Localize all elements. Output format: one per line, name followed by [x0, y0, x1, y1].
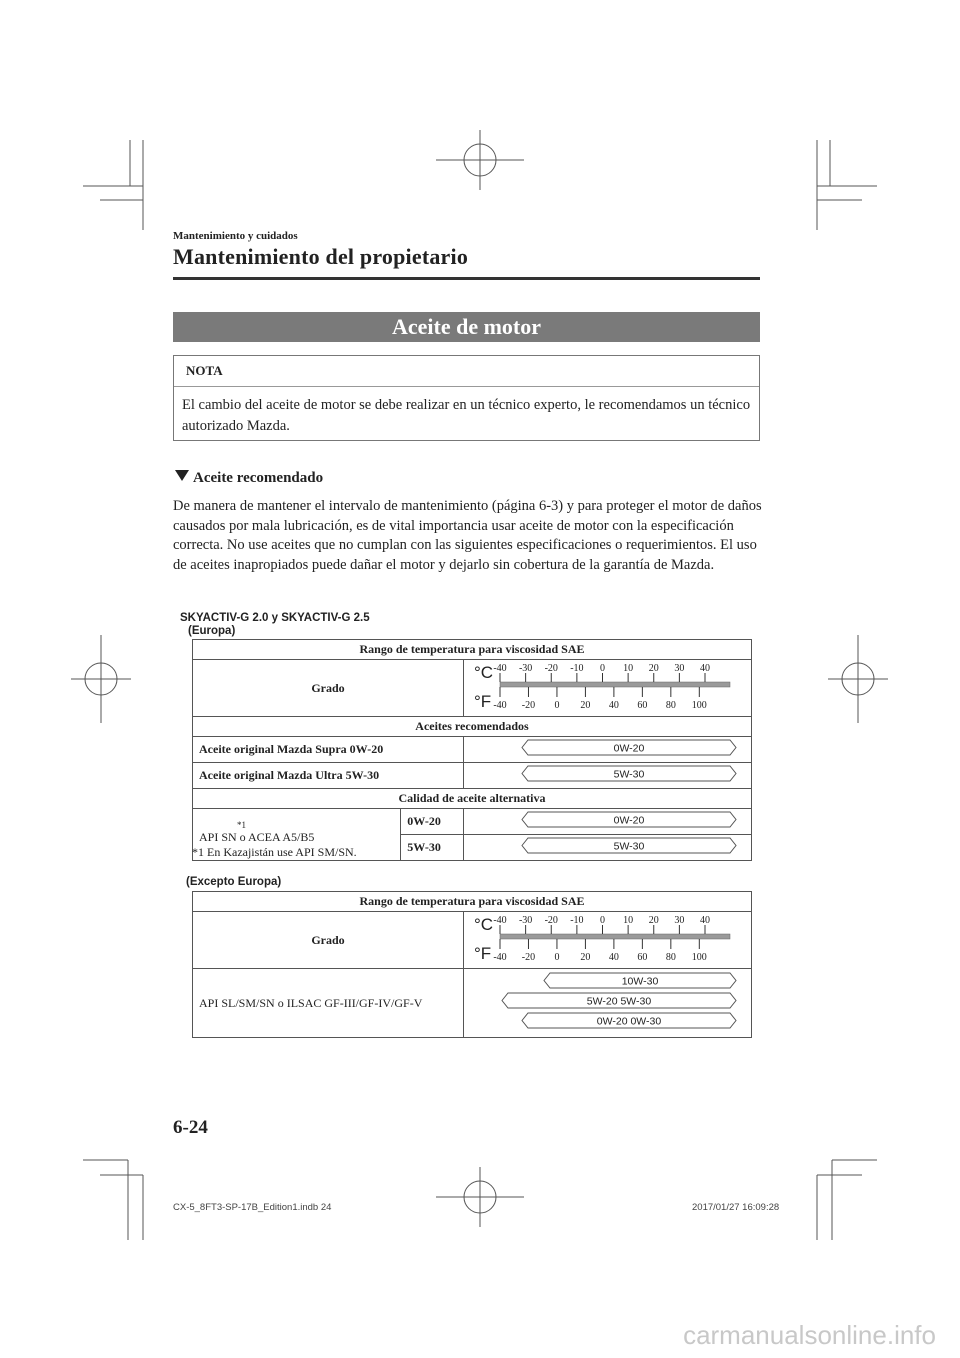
- grade-arrow-label: 5W-30: [613, 840, 645, 853]
- grade-bar-cell: [463, 763, 751, 789]
- celsius-tick-label: -10: [570, 915, 584, 926]
- section-heading-text: Aceite recomendado: [193, 470, 324, 486]
- grade-bar: [464, 737, 751, 758]
- fahrenheit-tick-label: 0: [554, 700, 560, 711]
- page-number: 6-24: [173, 1117, 208, 1138]
- registration-mark-bottom: [436, 1167, 524, 1227]
- grade-bar: [464, 835, 751, 856]
- fahrenheit-tick-label: -20: [521, 700, 536, 711]
- celsius-tick-label: 0: [600, 915, 605, 926]
- celsius-tick-label: 20: [648, 663, 659, 674]
- watermark: carmanualsonline.info: [683, 1320, 936, 1350]
- fahrenheit-tick-label: 60: [637, 700, 648, 711]
- table-row-label: Aceite original Mazda Supra 0W-20: [193, 737, 464, 763]
- engine-label: SKYACTIV-G 2.0 y SKYACTIV-G 2.5: [180, 612, 370, 624]
- viscosity-table-europe: [192, 639, 752, 861]
- table-header: Rango de temperatura para viscosidad SAE: [193, 640, 752, 660]
- registration-mark-top: [436, 130, 524, 190]
- temperature-scale: [463, 660, 751, 717]
- table-header: Rango de temperatura para viscosidad SAE: [193, 892, 752, 912]
- fahrenheit-tick-label: 20: [580, 700, 591, 711]
- temperature-scale: [464, 912, 752, 969]
- grade-arrow-label: 0W-20: [613, 814, 645, 827]
- spec-label: API SL/SM/SN o ILSAC GF-III/GF-IV/GF-V: [193, 969, 464, 1038]
- topic-banner: Aceite de motor: [173, 312, 760, 342]
- celsius-tick-label: -40: [493, 915, 507, 926]
- footnote: *1 En Kazajistán use API SM/SN.: [192, 845, 357, 859]
- grade-label: Grado: [193, 912, 464, 969]
- celsius-tick-label: 40: [700, 915, 710, 926]
- note-title: NOTA: [186, 363, 223, 378]
- grade-label: Grado: [193, 660, 464, 717]
- region-label-other: (Excepto Europa): [186, 876, 282, 888]
- fahrenheit-tick-label: 20: [580, 952, 591, 963]
- fahrenheit-tick-label: 100: [691, 700, 707, 711]
- fahrenheit-unit: °F: [474, 944, 492, 963]
- recommended-header: Aceites recomendados: [193, 717, 752, 737]
- grade-bars-cell: [464, 969, 752, 1038]
- registration-mark-right: [828, 635, 888, 723]
- grade-arrow-label: 5W-20 5W-30: [586, 995, 652, 1008]
- celsius-tick-label: 30: [674, 663, 685, 674]
- grade-bars: [464, 969, 751, 1033]
- celsius-tick-label: -10: [570, 663, 584, 674]
- triangle-down-icon: [175, 470, 189, 481]
- grade-arrow-label: 0W-20 0W-30: [596, 1015, 662, 1028]
- celsius-tick-label: -20: [544, 915, 558, 926]
- celsius-tick-label: -40: [493, 663, 507, 674]
- fahrenheit-tick-label: 40: [608, 700, 619, 711]
- grade-bar: [464, 763, 751, 784]
- fahrenheit-tick-label: 80: [665, 952, 676, 963]
- viscosity-table-other: [192, 891, 752, 1038]
- fahrenheit-tick-label: -40: [493, 952, 507, 963]
- grade-arrow-label: 5W-30: [613, 768, 645, 781]
- grade-bar-cell: [463, 809, 751, 835]
- region-label-europe: (Europa): [188, 625, 236, 637]
- celsius-tick-label: 10: [623, 663, 634, 674]
- page-title: Mantenimiento del propietario: [173, 244, 469, 269]
- celsius-tick-label: -30: [518, 915, 533, 926]
- fahrenheit-tick-label: -40: [493, 700, 507, 711]
- print-file-name: CX-5_8FT3-SP-17B_Edition1.indb 24: [173, 1202, 332, 1213]
- table-row-label: Aceite original Mazda Ultra 5W-30: [193, 763, 464, 789]
- celsius-unit: °C: [474, 915, 494, 934]
- grade-arrow-label: 0W-20: [613, 742, 645, 755]
- fahrenheit-tick-label: 0: [554, 952, 560, 963]
- temperature-scale-graphic: [464, 660, 751, 712]
- alt-viscosity: 5W-30: [401, 835, 464, 861]
- temperature-scale-graphic: [464, 912, 751, 964]
- fahrenheit-tick-label: 80: [665, 700, 676, 711]
- celsius-tick-label: 10: [623, 915, 634, 926]
- section-heading: [175, 470, 323, 487]
- alt-spec-text: API SN o ACEA A5/B5: [199, 830, 315, 844]
- registration-mark-left: [71, 635, 131, 723]
- grade-bar-cell: [463, 737, 751, 763]
- print-timestamp: 2017/01/27 16:09:28: [692, 1202, 780, 1213]
- scale-bar: [500, 934, 730, 939]
- celsius-tick-label: 40: [699, 663, 710, 674]
- grade-bar: [464, 809, 751, 830]
- section-label: Mantenimiento y cuidados: [173, 230, 298, 242]
- footnote-ref: *1: [237, 820, 246, 830]
- fahrenheit-tick-label: -20: [521, 952, 536, 963]
- celsius-tick-label: 0: [599, 663, 605, 674]
- celsius-tick-label: -30: [518, 663, 533, 674]
- note-divider: [174, 386, 759, 387]
- header-rule: [173, 277, 760, 280]
- scale-bar: [500, 682, 730, 687]
- celsius-tick-label: -20: [544, 663, 558, 674]
- fahrenheit-unit: °F: [473, 692, 492, 711]
- note-text: El cambio del aceite de motor se debe realizar en un técnico experto, le recomendamos un técnico autorizado Mazda.: [182, 397, 751, 434]
- alt-quality-header: Calidad de aceite alternativa: [193, 789, 752, 809]
- grade-arrow-label: 10W-30: [621, 975, 659, 988]
- celsius-tick-label: 30: [674, 915, 685, 926]
- celsius-tick-label: 20: [648, 915, 659, 926]
- fahrenheit-tick-label: 100: [691, 952, 707, 963]
- note-box: [173, 355, 760, 441]
- grade-bar-cell: [463, 835, 751, 861]
- section-body: De manera de mantener el intervalo de mantenimiento (página 6-3) y para proteger el motor de daños causados por mala lubricación, es de vital importancia usar aceite de motor con la especificación correcta. No use aceites que no cumplan con las siguientes especificaciones o requerimientos. El uso de aceites inapropiados puede dañar el motor y dejarlo sin cobertura de la garantía de Mazda.: [173, 498, 762, 573]
- fahrenheit-tick-label: 40: [608, 952, 619, 963]
- alt-viscosity: 0W-20: [401, 809, 464, 835]
- fahrenheit-tick-label: 60: [637, 952, 648, 963]
- celsius-unit: °C: [473, 663, 494, 682]
